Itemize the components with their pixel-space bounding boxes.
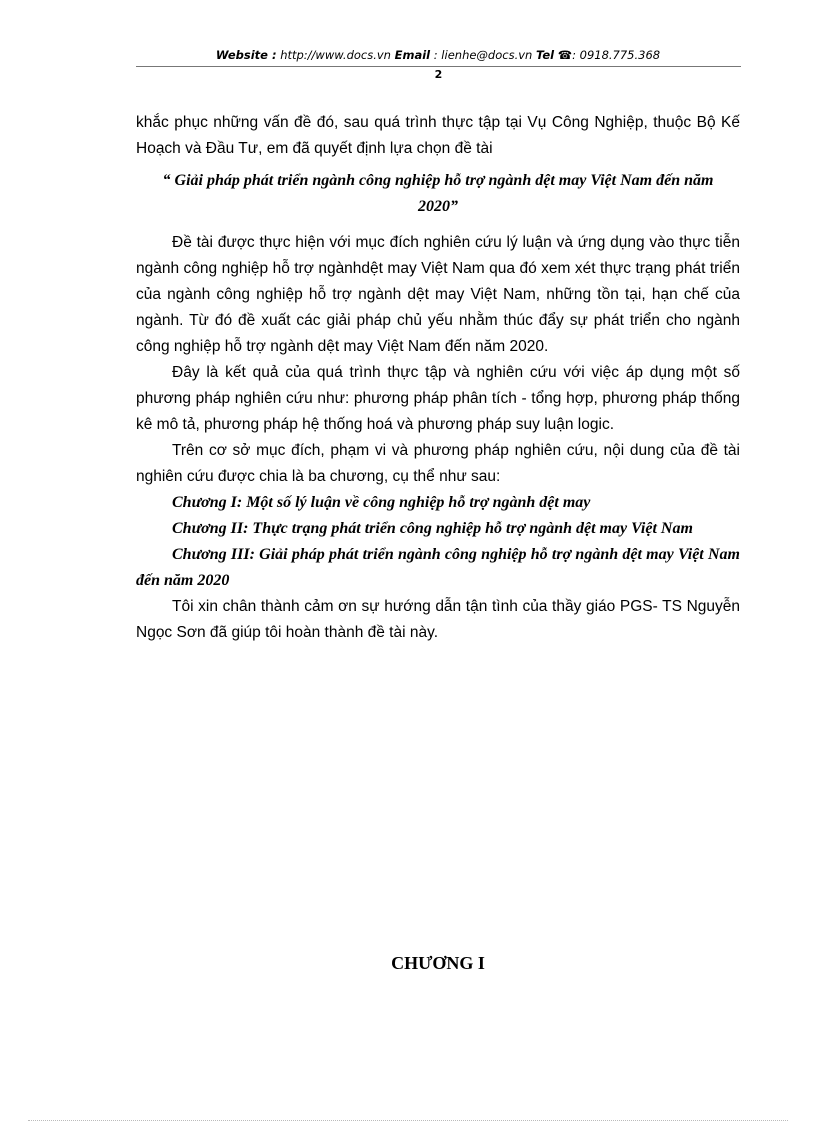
paragraph-methods: Đây là kết quả của quá trình thực tập và nghiên cứu với việc áp dụng một số phương pháp nghiên cứu như: phương pháp phân tích - tổng hợp, phương pháp thống kê mô tả, phương pháp hệ thống hoá và phương pháp suy luận logic. <box>136 364 740 433</box>
tel-number: : 0918.775.368 <box>572 48 661 62</box>
chapter-heading: CHƯƠNG I <box>391 953 485 973</box>
phone-icon: ☎ <box>557 48 573 62</box>
chapter-3-line: Chương III: Giải pháp phát triển ngành công nghiệp hỗ trợ ngành dệt may Việt Nam đến năm 2020 <box>136 546 740 589</box>
chapter-2-line: Chương II: Thực trạng phát triển công nghiệp hỗ trợ ngành dệt may Việt Nam <box>172 520 693 537</box>
footer-rule <box>28 1120 788 1121</box>
page-number: 2 <box>434 68 443 81</box>
thanks-paragraph: Tôi xin chân thành cảm ơn sự hướng dẫn tận tình của thầy giáo PGS- TS Nguyễn Ngọc Sơn đã giúp tôi hoàn thành đề tài này. <box>136 598 740 641</box>
topic-title: “ Giải pháp phát triển ngành công nghiệp hỗ trợ ngành dệt may Việt Nam đến năm 2020” <box>162 172 714 215</box>
page-header <box>136 48 740 62</box>
header-rule <box>136 66 741 67</box>
chapter-1-line: Chương I: Một số lý luận về công nghiệp hỗ trợ ngành dệt may <box>172 494 591 511</box>
intro-paragraph: khắc phục những vấn đề đó, sau quá trình thực tập tại Vụ Công Nghiệp, thuộc Bộ Kế Hoạch và Đầu Tư, em đã quyết định lựa chọn đề tài <box>136 114 740 157</box>
tel-label: Tel <box>536 48 555 62</box>
paragraph-structure: Trên cơ sở mục đích, phạm vi và phương pháp nghiên cứu, nội dung của đề tài nghiên cứu được chia là ba chương, cụ thể như sau: <box>136 442 740 485</box>
website-url[interactable]: http://www.docs.vn <box>280 48 391 62</box>
email-label: Email <box>394 48 431 62</box>
email-address[interactable]: : lienhe@docs.vn <box>433 48 533 62</box>
main-content <box>136 110 740 646</box>
paragraph-purpose: Đề tài được thực hiện với mục đích nghiên cứu lý luận và ứng dụng vào thực tiễn ngành công nghiệp hỗ trợ ngànhdệt may Việt Nam qua đó xem xét thực trạng phát triển của ngành công nghiệp hỗ trợ ngành dệt may Việt Nam, những tồn tại, hạn chế của ngành. Từ đó đề xuất các giải pháp chủ yếu nhằm thúc đẩy sự phát triển cho ngành công nghiệp hỗ trợ ngành dệt may Việt Nam đến năm 2020. <box>136 234 740 355</box>
website-label: Website : <box>215 48 277 62</box>
